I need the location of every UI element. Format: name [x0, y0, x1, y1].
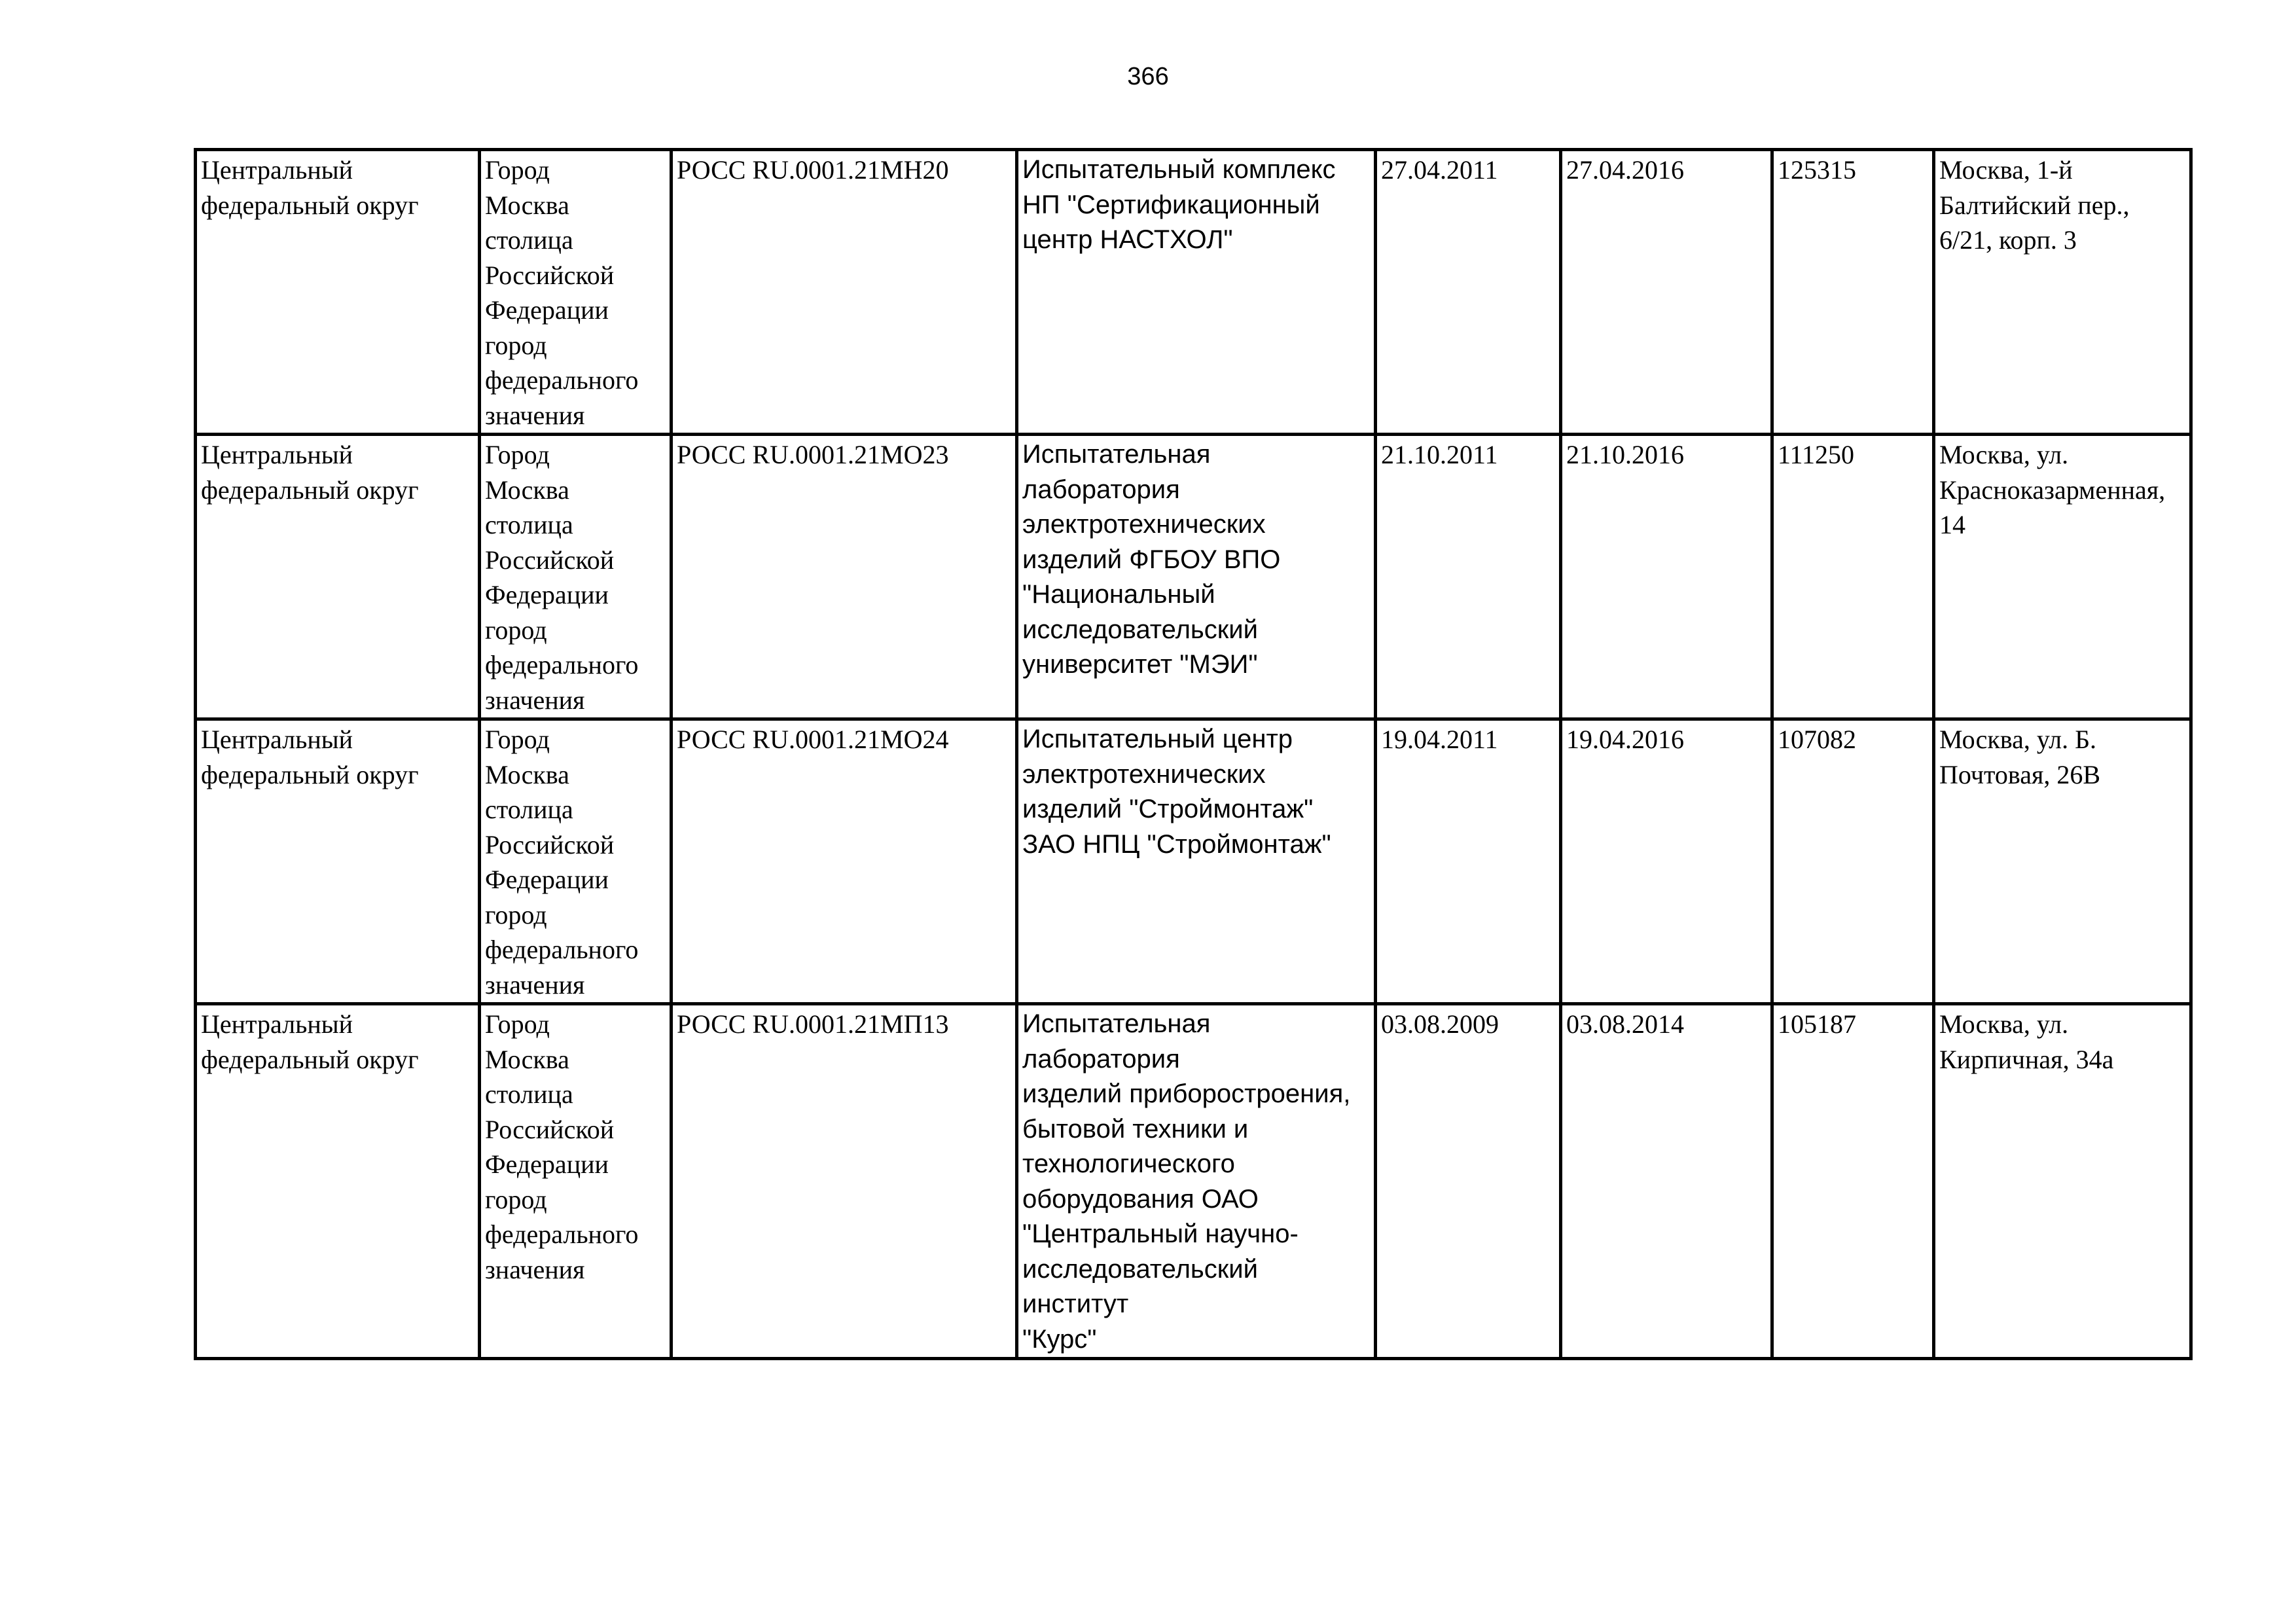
expiry-date-cell: 19.04.2016 [1561, 719, 1772, 1004]
table-row [196, 719, 2191, 1004]
accreditation-code-cell: РОСС RU.0001.21МО23 [672, 435, 1017, 719]
expiry-date-cell: 03.08.2014 [1561, 1004, 1772, 1359]
address-cell: Москва, ул. Кирпичная, 34а [1934, 1004, 2191, 1359]
expiry-date-cell: 21.10.2016 [1561, 435, 1772, 719]
address-cell: Москва, ул. Б. Почтовая, 26В [1934, 719, 2191, 1004]
organization-name-cell: Испытательный центр электротехнических изделий "Строймонтаж" ЗАО НПЦ "Строймонтаж" [1017, 719, 1376, 1004]
postcode-cell: 111250 [1772, 435, 1934, 719]
organization-name-cell: Испытательная лаборатория электротехнических изделий ФГБОУ ВПО "Национальный исследовательский университет "МЭИ" [1017, 435, 1376, 719]
issue-date-cell: 03.08.2009 [1376, 1004, 1561, 1359]
registry-table [194, 148, 2193, 1360]
accreditation-code-cell: РОСС RU.0001.21МП13 [672, 1004, 1017, 1359]
table-row [196, 150, 2191, 435]
region-cell: Город Москва столица Российской Федерации город федерального значения [480, 1004, 672, 1359]
postcode-cell: 105187 [1772, 1004, 1934, 1359]
table-row [196, 1004, 2191, 1359]
issue-date-cell: 27.04.2011 [1376, 150, 1561, 435]
accreditation-code-cell: РОСС RU.0001.21МО24 [672, 719, 1017, 1004]
address-cell: Москва, 1-й Балтийский пер., 6/21, корп. 3 [1934, 150, 2191, 435]
federal-district-cell: Центральный федеральный округ [196, 150, 480, 435]
region-cell: Город Москва столица Российской Федерации город федерального значения [480, 719, 672, 1004]
federal-district-cell: Центральный федеральный округ [196, 1004, 480, 1359]
region-cell: Город Москва столица Российской Федерации город федерального значения [480, 150, 672, 435]
region-cell: Город Москва столица Российской Федерации город федерального значения [480, 435, 672, 719]
federal-district-cell: Центральный федеральный округ [196, 719, 480, 1004]
organization-name-cell: Испытательная лаборатория изделий приборостроения, бытовой техники и технологического оборудования ОАО "Центральный научно- исследовательский институт "Курс" [1017, 1004, 1376, 1359]
postcode-cell: 107082 [1772, 719, 1934, 1004]
accreditation-code-cell: РОСС RU.0001.21МН20 [672, 150, 1017, 435]
federal-district-cell: Центральный федеральный округ [196, 435, 480, 719]
address-cell: Москва, ул. Краснoказарменная, 14 [1934, 435, 2191, 719]
issue-date-cell: 21.10.2011 [1376, 435, 1561, 719]
table-row [196, 435, 2191, 719]
organization-name-cell: Испытательный комплекс НП "Сертификационный центр НАСТХОЛ" [1017, 150, 1376, 435]
issue-date-cell: 19.04.2011 [1376, 719, 1561, 1004]
postcode-cell: 125315 [1772, 150, 1934, 435]
page-number: 366 [1127, 63, 1169, 90]
expiry-date-cell: 27.04.2016 [1561, 150, 1772, 435]
